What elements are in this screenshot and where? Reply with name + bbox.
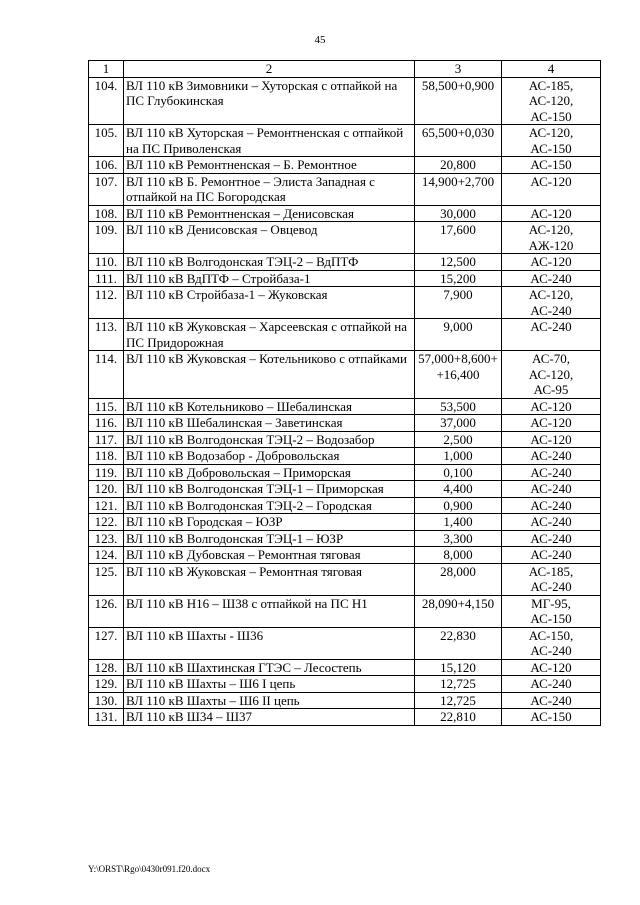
row-number-cell: 116. [89, 415, 124, 432]
table-row [89, 415, 601, 432]
row-number-cell: 105. [89, 125, 124, 157]
line-length-cell: 22,810 [415, 709, 502, 726]
wire-type: АС-70, [532, 351, 570, 366]
wire-type: АС-120 [530, 173, 572, 189]
wire-type-cell [502, 125, 601, 157]
line-length-cell: 2,500 [415, 431, 502, 448]
table-row [89, 319, 601, 351]
line-name-cell: ВЛ 110 кВ Добровольская – Приморская [124, 464, 415, 481]
line-name-cell: ВЛ 110 кВ Шахты – Ш6 I цепь [124, 676, 415, 693]
table-row [89, 481, 601, 498]
line-length-cell: 37,000 [415, 415, 502, 432]
row-number-cell: 128. [89, 659, 124, 676]
line-length-cell: 1,000 [415, 448, 502, 465]
table-row [89, 659, 601, 676]
line-name-cell: ВЛ 110 кВ Волгодонская ТЭЦ-1 – ЮЗР [124, 530, 415, 547]
table-row [89, 125, 601, 157]
wire-type: АС-150 [530, 108, 572, 124]
line-name-cell: ВЛ 110 кВ Волгодонская ТЭЦ-2 – ВдПТФ [124, 254, 415, 271]
wire-type: АС-240 [530, 481, 572, 496]
wire-type-cell [502, 530, 601, 547]
row-number-cell: 112. [89, 287, 124, 319]
line-length-cell: 12,725 [415, 692, 502, 709]
row-number-cell: 119. [89, 464, 124, 481]
table-row [89, 627, 601, 659]
wire-type: АС-120, [528, 222, 574, 237]
line-length-cell: 28,000 [415, 563, 502, 595]
wire-type-cell [502, 547, 601, 564]
page-number: 45 [314, 34, 326, 46]
wire-type-cell [502, 431, 601, 448]
table-row [89, 692, 601, 709]
wire-type: АС-240 [530, 692, 572, 708]
wire-type: АС-240 [530, 530, 572, 546]
wire-type: АС-150 [530, 709, 572, 724]
table-row [89, 709, 601, 726]
table-header-row [89, 61, 601, 78]
wire-type-cell [502, 319, 601, 351]
wire-type-cell [502, 270, 601, 287]
line-length-cell: 12,725 [415, 676, 502, 693]
wire-type-cell [502, 351, 601, 399]
line-name-cell: ВЛ 110 кВ Волгодонская ТЭЦ-1 – Приморская [124, 481, 415, 498]
wire-type: АЖ-120 [528, 237, 574, 253]
wire-type: АС-150 [530, 157, 572, 172]
row-number-cell: 109. [89, 222, 124, 254]
line-name-cell: ВЛ 110 кВ Жуковская – Ремонтная тяговая [124, 563, 415, 595]
table-row [89, 398, 601, 415]
table-row [89, 77, 601, 125]
line-name-cell: ВЛ 110 кВ Денисовская – Овцевод [124, 222, 415, 254]
line-length-cell: 8,000 [415, 547, 502, 564]
line-name-cell: ВЛ 110 кВ Хуторская – Ремонтненская с отпайкой на ПС Приволенская [124, 125, 415, 157]
row-number-cell: 123. [89, 530, 124, 547]
table-row [89, 514, 601, 531]
table-row [89, 530, 601, 547]
table-row [89, 464, 601, 481]
line-name-cell: ВЛ 110 кВ Ремонтненская – Денисовская [124, 205, 415, 222]
line-name-cell: ВЛ 110 кВ Ремонтненская – Б. Ремонтное [124, 157, 415, 174]
table-row [89, 222, 601, 254]
line-length-cell: 28,090+4,150 [415, 595, 502, 627]
table-row [89, 173, 601, 205]
wire-type-cell [502, 173, 601, 205]
table-row [89, 547, 601, 564]
wire-type: АС-240 [530, 270, 572, 286]
row-number-cell: 108. [89, 205, 124, 222]
row-number-cell: 120. [89, 481, 124, 498]
line-length-cell: 0,100 [415, 464, 502, 481]
wire-type: АС-240 [530, 319, 572, 334]
wire-type: АС-120, [528, 125, 574, 140]
line-name-cell: ВЛ 110 кВ Дубовская – Ремонтная тяговая [124, 547, 415, 564]
wire-type-cell [502, 563, 601, 595]
line-length-cell: 53,500 [415, 398, 502, 415]
row-number-cell: 114. [89, 351, 124, 399]
wire-type: АС-120 [530, 415, 572, 430]
table-row [89, 497, 601, 514]
line-length-cell: 57,000+8,600+ +16,400 [415, 351, 502, 399]
wire-type: АС-120 [530, 431, 572, 447]
row-number-cell: 122. [89, 514, 124, 531]
wire-type-cell [502, 514, 601, 531]
wire-type: АС-240 [530, 464, 572, 480]
line-name-cell: ВЛ 110 кВ Ш34 – Ш37 [124, 709, 415, 726]
wire-type: АС-240 [530, 676, 572, 691]
wire-type: АС-120, [528, 93, 574, 108]
row-number-cell: 124. [89, 547, 124, 564]
line-length-cell: 3,300 [415, 530, 502, 547]
table-row [89, 270, 601, 287]
table-row [89, 205, 601, 222]
line-name-cell: ВЛ 110 кВ Жуковская – Котельниково с отпайками [124, 351, 415, 399]
line-length-cell: 7,900 [415, 287, 502, 319]
wire-type: АС-150 [530, 611, 572, 626]
wire-type: АС-120 [530, 205, 572, 221]
line-length-cell: 58,500+0,900 [415, 77, 502, 125]
line-name-cell: ВЛ 110 кВ Водозабор - Добровольская [124, 448, 415, 465]
line-length-cell: 14,900+2,700 [415, 173, 502, 205]
wire-type-cell [502, 709, 601, 726]
row-number-cell: 115. [89, 398, 124, 415]
wire-type-cell [502, 398, 601, 415]
column-header-3: 3 [415, 61, 502, 78]
column-header-1: 1 [89, 61, 124, 78]
file-path-footer: Y:\ORST\Rgo\0430r091.f20.docx [88, 864, 211, 874]
table-row [89, 676, 601, 693]
line-name-cell: ВЛ 110 кВ Шебалинская – Заветинская [124, 415, 415, 432]
wire-type: АС-240 [530, 514, 572, 529]
wire-type: АС-240 [530, 579, 572, 594]
line-length-cell: 15,120 [415, 659, 502, 676]
table-row [89, 254, 601, 271]
line-length-cell: 9,000 [415, 319, 502, 351]
line-length-cell: 22,830 [415, 627, 502, 659]
line-name-cell: ВЛ 110 кВ Котельниково – Шебалинская [124, 398, 415, 415]
line-name-cell: ВЛ 110 кВ Стройбаза-1 – Жуковская [124, 287, 415, 319]
row-number-cell: 110. [89, 254, 124, 271]
power-lines-table [88, 60, 601, 726]
wire-type: АС-120 [530, 659, 572, 675]
wire-type: АС-120, [528, 366, 574, 382]
table-row [89, 351, 601, 399]
table-row [89, 563, 601, 595]
table-row [89, 157, 601, 174]
wire-type-cell [502, 415, 601, 432]
wire-type: АС-120 [530, 254, 572, 269]
line-name-cell: ВЛ 110 кВ ВдПТФ – Стройбаза-1 [124, 270, 415, 287]
row-number-cell: 127. [89, 627, 124, 659]
row-number-cell: 118. [89, 448, 124, 465]
row-number-cell: 131. [89, 709, 124, 726]
wire-type-cell [502, 481, 601, 498]
row-number-cell: 126. [89, 595, 124, 627]
wire-type-cell [502, 287, 601, 319]
wire-type: АС-120 [530, 398, 572, 414]
row-number-cell: 130. [89, 692, 124, 709]
wire-type-cell [502, 464, 601, 481]
wire-type: АС-150 [530, 140, 572, 156]
line-name-cell: ВЛ 110 кВ Шахты – Ш6 II цепь [124, 692, 415, 709]
row-number-cell: 113. [89, 319, 124, 351]
line-length-cell: 20,800 [415, 157, 502, 174]
wire-type-cell [502, 659, 601, 676]
row-number-cell: 117. [89, 431, 124, 448]
row-number-cell: 106. [89, 157, 124, 174]
wire-type: АС-95 [533, 382, 569, 397]
line-name-cell: ВЛ 110 кВ Шахты - Ш36 [124, 627, 415, 659]
wire-type-cell [502, 448, 601, 465]
wire-type: АС-185, [528, 563, 574, 579]
wire-type: АС-240 [530, 643, 572, 658]
wire-type-cell [502, 627, 601, 659]
wire-type-cell [502, 157, 601, 174]
wire-type-cell [502, 595, 601, 627]
line-name-cell: ВЛ 110 кВ Зимовники – Хуторская с отпайкой на ПС Глубокинская [124, 77, 415, 125]
table-row [89, 448, 601, 465]
wire-type-cell [502, 692, 601, 709]
column-header-2: 2 [124, 61, 415, 78]
line-length-cell: 17,600 [415, 222, 502, 254]
wire-type-cell [502, 676, 601, 693]
wire-type: АС-120, [528, 287, 574, 302]
table-row [89, 431, 601, 448]
wire-type-cell [502, 222, 601, 254]
row-number-cell: 121. [89, 497, 124, 514]
wire-type-cell [502, 205, 601, 222]
column-header-4: 4 [502, 61, 601, 78]
line-length-cell: 4,400 [415, 481, 502, 498]
line-name-cell: ВЛ 110 кВ Б. Ремонтное – Элиста Западная с отпайкой на ПС Богородская [124, 173, 415, 205]
line-length-cell: 65,500+0,030 [415, 125, 502, 157]
wire-type-cell [502, 77, 601, 125]
wire-type: АС-240 [530, 302, 572, 318]
line-name-cell: ВЛ 110 кВ Шахтинская ГТЭС – Лесостепь [124, 659, 415, 676]
wire-type: АС-240 [530, 497, 572, 513]
line-length-cell: 30,000 [415, 205, 502, 222]
line-length-cell: 0,900 [415, 497, 502, 514]
wire-type: АС-240 [530, 547, 572, 562]
row-number-cell: 111. [89, 270, 124, 287]
row-number-cell: 125. [89, 563, 124, 595]
row-number-cell: 104. [89, 77, 124, 125]
wire-type: АС-150, [528, 627, 574, 643]
line-length-cell: 15,200 [415, 270, 502, 287]
wire-type: АС-240 [530, 448, 572, 463]
wire-type: МГ-95, [531, 595, 571, 611]
line-name-cell: ВЛ 110 кВ Волгодонская ТЭЦ-2 – Водозабор [124, 431, 415, 448]
line-length-cell: 12,500 [415, 254, 502, 271]
wire-type: АС-185, [528, 77, 574, 93]
line-name-cell: ВЛ 110 кВ Волгодонская ТЭЦ-2 – Городская [124, 497, 415, 514]
row-number-cell: 107. [89, 173, 124, 205]
wire-type-cell [502, 497, 601, 514]
table-body [89, 77, 601, 725]
line-name-cell: ВЛ 110 кВ Н16 – Ш38 с отпайкой на ПС Н1 [124, 595, 415, 627]
table-row [89, 595, 601, 627]
wire-type-cell [502, 254, 601, 271]
line-name-cell: ВЛ 110 кВ Городская – ЮЗР [124, 514, 415, 531]
row-number-cell: 129. [89, 676, 124, 693]
table-row [89, 287, 601, 319]
line-length-cell: 1,400 [415, 514, 502, 531]
line-name-cell: ВЛ 110 кВ Жуковская – Харсеевская с отпайкой на ПС Придорожная [124, 319, 415, 351]
